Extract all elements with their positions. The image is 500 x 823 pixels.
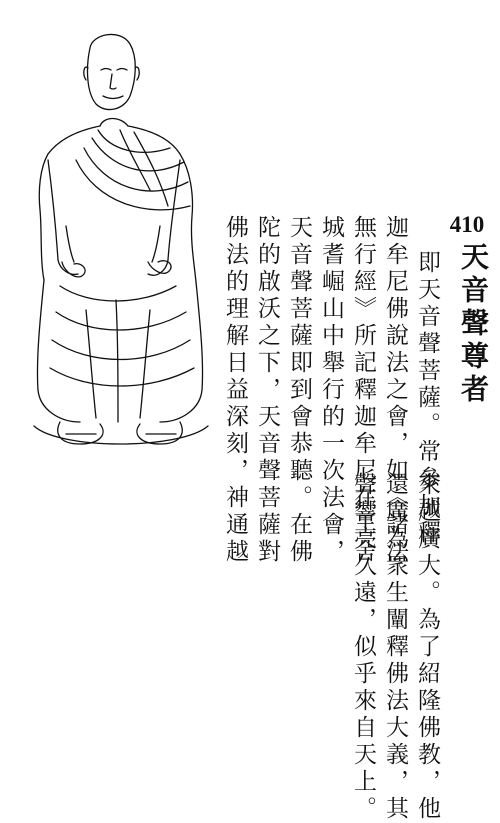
entry-number: 410 <box>449 212 485 237</box>
entry-heading <box>446 212 490 407</box>
entry-title: 天音聲尊者 <box>457 242 490 407</box>
body-column-1: 即天音聲菩薩。常參加釋 <box>414 250 440 547</box>
body-column-8: 來越廣大。為了紹隆佛教，他 <box>414 472 440 823</box>
body-column-2: 迦牟尼佛說法之會，如《諸法 <box>382 215 408 566</box>
body-column-5: 天音聲菩薩即到會恭聽。在佛 <box>286 215 312 566</box>
body-column-7: 佛法的理解日益深刻，神通越 <box>222 215 248 566</box>
body-column-9: 還廣為衆生闡釋佛法大義，其 <box>382 472 408 823</box>
body-column-6: 陀的啟沃之下，天音聲菩薩對 <box>254 215 280 566</box>
body-column-10: 聲響亮久遠，似乎來自天上。 <box>350 472 376 823</box>
body-column-4: 城耆崛山中舉行的一次法會， <box>318 215 344 566</box>
seated-monk-illustration <box>0 30 245 460</box>
body-column-3: 無行經》所記釋迦牟尼在王舍 <box>350 215 376 566</box>
